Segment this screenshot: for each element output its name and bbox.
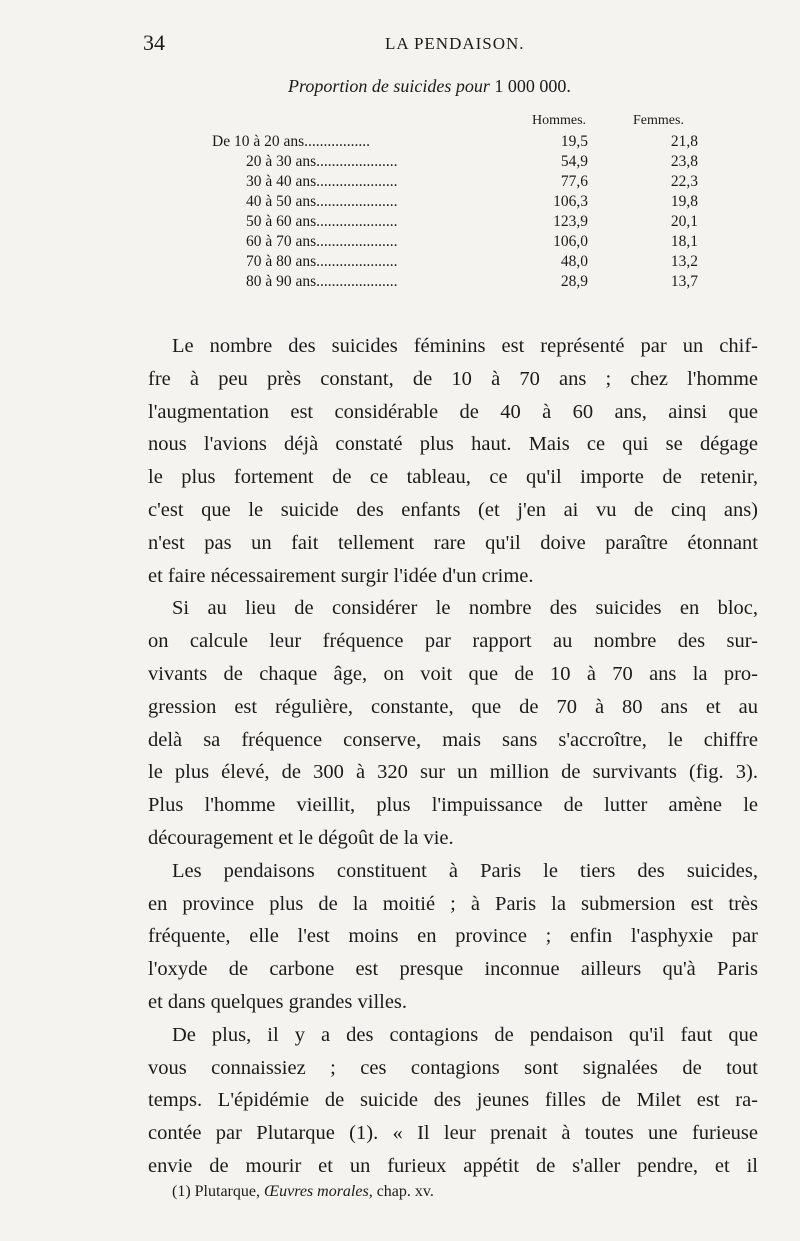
table-row [212,273,712,293]
text-line: c'est que le suicide des enfants (et j'en ai vu de cinq ans) [148,498,758,521]
text-line: Le nombre des suicides féminins est représenté par un chif- [172,335,758,357]
women-cell: 13,2 [670,253,698,270]
text-line: en province plus de la moitié ; à Paris la submersion est très [148,892,758,915]
table-row [212,133,712,153]
text-line: Plus l'homme vieillit, plus l'impuissance de lutter amène le [148,794,758,817]
column-header-women: Femmes. [633,113,684,128]
age-cell: 50 à 60 ans..................... [246,213,398,230]
age-cell: 40 à 50 ans..................... [246,193,398,210]
women-cell: 21,8 [670,133,698,150]
running-head: LA PENDAISON. [385,34,525,53]
age-cell: 70 à 80 ans..................... [246,253,398,270]
column-header-men: Hommes. [532,113,587,128]
age-cell: De 10 à 20 ans................. [212,133,370,150]
men-cell: 106,0 [553,233,588,250]
page-header [0,30,800,60]
table-title [288,76,571,97]
text-line: et faire nécessairement surgir l'idée d'un crime. [148,564,534,587]
women-cell: 19,8 [670,193,698,210]
text-line: fre à peu près constant, de 10 à 70 ans ; chez l'homme [148,367,758,390]
footnote-work: Œuvres morales, [263,1183,373,1200]
table-header-row [212,113,712,133]
text-line: fréquente, elle l'est moins en province ; enfin l'asphyxie par [148,925,758,948]
text-line: l'oxyde de carbone est presque inconnue ailleurs qu'à Paris [148,958,758,981]
men-cell: 28,9 [560,273,588,290]
women-cell: 22,3 [670,173,698,190]
age-cell: 60 à 70 ans..................... [246,233,398,250]
men-cell: 54,9 [560,153,588,170]
text-line: n'est pas un fait tellement rare qu'il doive paraître étonnant [148,531,758,554]
body-text [148,330,758,1183]
women-cell: 20,1 [670,213,698,230]
text-line: contée par Plutarque (1). « Il leur prenait à toutes une furieuse [148,1122,758,1145]
women-cell: 23,8 [670,153,698,170]
table-row [212,233,712,253]
men-cell: 48,0 [560,253,588,270]
footnote-reference: chap. xv. [376,1183,434,1200]
text-line: et dans quelques grandes villes. [148,990,408,1013]
text-line: vivants de chaque âge, on voit que de 10 à 70 ans la pro- [148,662,758,685]
text-line: envie de mourir et un furieux appétit de s'aller pendre, et il [148,1154,758,1177]
footnote-marker: (1) [172,1183,191,1200]
suicide-rate-table [212,113,712,293]
text-line: Si au lieu de considérer le nombre des suicides en bloc, [172,597,758,620]
table-row [212,153,712,173]
women-cell: 13,7 [670,273,698,290]
table-row [212,253,712,273]
text-line: Les pendaisons constituent à Paris le tiers des suicides, [172,859,758,882]
women-cell: 18,1 [670,233,698,250]
text-line: on calcule leur fréquence par rapport au nombre des sur- [148,630,758,653]
table-row [212,213,712,233]
men-cell: 106,3 [553,193,588,210]
text-line: nous l'avions déjà constaté plus haut. Mais ce qui se dégage [148,433,758,456]
age-cell: 30 à 40 ans..................... [246,173,398,190]
men-cell: 123,9 [553,213,588,230]
age-cell: 20 à 30 ans..................... [246,153,398,170]
page-number: 34 [143,30,165,55]
table-title-number: 1 000 000. [494,76,571,96]
table-row [212,173,712,193]
men-cell: 77,6 [560,173,588,190]
text-line: De plus, il y a des contagions de pendaison qu'il faut que [172,1023,758,1046]
footnote-author: Plutarque, [194,1183,260,1200]
text-line: vous connaissiez ; ces contagions sont signalées de tout [148,1056,758,1079]
text-line: le plus élevé, de 300 à 320 sur un million de survivants (fig. 3). [148,761,758,784]
men-cell: 19,5 [560,133,588,150]
text-line: découragement et le dégoût de la vie. [148,826,454,849]
text-line: l'augmentation est considérable de 40 à 60 ans, ainsi que [148,400,758,423]
age-cell: 80 à 90 ans..................... [246,273,398,290]
text-line: gression est régulière, constante, que de 70 à 80 ans et au [148,695,758,718]
table-row [212,193,712,213]
text-line: delà sa fréquence conserve, mais sans s'accroître, le chiffre [148,728,758,751]
text-line: le plus fortement de ce tableau, ce qu'il importe de retenir, [148,466,758,489]
table-title-text: Proportion de suicides pour [288,76,490,96]
text-line: temps. L'épidémie de suicide des jeunes filles de Milet est ra- [148,1089,758,1112]
footnote [172,1183,434,1201]
